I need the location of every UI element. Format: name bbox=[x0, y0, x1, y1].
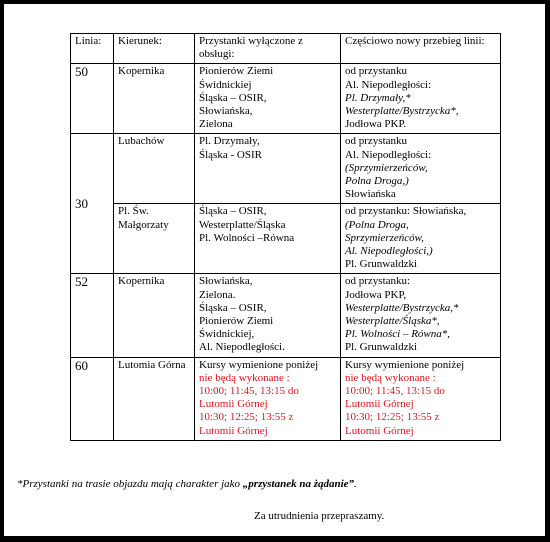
new-route bbox=[341, 274, 501, 357]
cancel-intro: Kursy wymienione poniżej bbox=[199, 358, 319, 371]
new-route bbox=[341, 204, 501, 274]
line-number: 50 bbox=[71, 64, 114, 134]
footnote-text: *Przystanki na trasie objazdu mają charakter jako bbox=[17, 478, 243, 490]
route-line: Słowiańska bbox=[345, 188, 396, 201]
new-route bbox=[341, 134, 501, 204]
cancel-line: 10:00; 11:45, 13:15 do bbox=[345, 385, 445, 398]
stop: Pionierów Ziemi bbox=[199, 315, 274, 328]
excluded-stops bbox=[195, 64, 341, 134]
cancel-line: Lutomii Górnej bbox=[199, 398, 268, 411]
excluded-stops bbox=[195, 357, 341, 440]
cancel-line: 10:30; 12:25; 13:55 z bbox=[345, 411, 440, 424]
stop: Śląska - OSIR bbox=[199, 148, 262, 161]
cancel-line: 10:00; 11:45, 13:15 do bbox=[199, 385, 299, 398]
cancel-line: Lutomii Górnej bbox=[345, 398, 414, 411]
cancel-line: 10:30; 12:25; 13:55 z bbox=[199, 411, 294, 424]
route-line: Pl. Drzymały,* bbox=[345, 91, 411, 104]
footnote bbox=[17, 478, 357, 490]
route-line: Sprzymierzeńców, bbox=[345, 231, 424, 244]
table-row bbox=[71, 204, 501, 274]
stop: Pl. Drzymały, bbox=[199, 135, 260, 148]
stop: Słowiańska, bbox=[199, 275, 253, 288]
route-line: Westerplatte/Śląska*, bbox=[345, 315, 440, 328]
stop: Śląska – OSIR, bbox=[199, 91, 267, 104]
cancel-line: Lutomii Górnej bbox=[345, 424, 414, 437]
stop: Świdnickiej bbox=[199, 78, 252, 91]
new-route bbox=[341, 64, 501, 134]
line-number: 52 bbox=[71, 274, 114, 357]
table-row bbox=[71, 357, 501, 440]
line-number: 60 bbox=[71, 357, 114, 440]
route-line: (Sprzymierzeńców, bbox=[345, 161, 428, 174]
route-line: Pl. Wolności – Równa*, bbox=[345, 328, 451, 341]
direction: Lutomia Górna bbox=[114, 357, 195, 440]
route-line: Pl. Grunwaldzki bbox=[345, 341, 418, 354]
header-excluded-stops: Przystanki wyłączone z obsługi: bbox=[195, 34, 341, 64]
direction: Pl. Św. Małgorzaty bbox=[114, 204, 195, 274]
cancel-line: nie będą wykonane : bbox=[345, 371, 436, 384]
route-line: Al. Niepodległości,) bbox=[345, 245, 433, 258]
line-number: 30 bbox=[71, 134, 114, 274]
route-line: od przystanku: Słowiańska, bbox=[345, 205, 467, 218]
route-line: od przystanku: bbox=[345, 275, 411, 288]
new-route bbox=[341, 357, 501, 440]
stop: Śląska – OSIR, bbox=[199, 205, 267, 218]
direction: Lubachów bbox=[114, 134, 195, 204]
route-line: Westerplatte/Bystrzycka,* bbox=[345, 301, 459, 314]
route-line: Polna Droga,) bbox=[345, 175, 409, 188]
direction: Kopernika bbox=[114, 274, 195, 357]
route-line: Pl. Grunwaldzki bbox=[345, 258, 418, 271]
notice-page bbox=[4, 4, 545, 536]
route-line: Al. Niepodległości: bbox=[345, 148, 432, 161]
excluded-stops bbox=[195, 134, 341, 204]
header-new-route: Częściowo nowy przebieg linii: bbox=[341, 34, 501, 64]
cancel-line: Lutomii Górnej bbox=[199, 424, 268, 437]
excluded-stops bbox=[195, 274, 341, 357]
table-row bbox=[71, 134, 501, 204]
stop: Zielona. bbox=[199, 288, 236, 301]
route-line: Jodłowa PKP, bbox=[345, 288, 407, 301]
stop: Zielona bbox=[199, 118, 233, 131]
route-changes-table bbox=[70, 33, 501, 441]
stop: Pl. Wolności –Równa bbox=[199, 231, 295, 244]
route-line: od przystanku bbox=[345, 135, 408, 148]
header-direction: Kierunek: bbox=[114, 34, 195, 64]
stop: Śląska – OSIR, bbox=[199, 301, 267, 314]
cancel-line: nie będą wykonane : bbox=[199, 371, 290, 384]
apology-text: Za utrudnienia przepraszamy. bbox=[254, 510, 385, 522]
route-line: (Polna Droga, bbox=[345, 218, 409, 231]
route-line: od przystanku bbox=[345, 65, 408, 78]
header-line: Linia: bbox=[71, 34, 114, 64]
table-row bbox=[71, 274, 501, 357]
cancel-intro: Kursy wymienione poniżej bbox=[345, 358, 465, 371]
stop: Westerplatte/Śląska bbox=[199, 218, 286, 231]
route-line: Al. Niepodległości: bbox=[345, 78, 432, 91]
stop: Al. Niepodległości. bbox=[199, 341, 285, 354]
footnote-suffix: . bbox=[354, 478, 357, 490]
stop: Świdnickiej, bbox=[199, 328, 255, 341]
table-row bbox=[71, 64, 501, 134]
footnote-emphasis: „przystanek na żądanie” bbox=[242, 478, 355, 490]
table-header-row bbox=[71, 34, 501, 64]
direction: Kopernika bbox=[114, 64, 195, 134]
stop: Słowiańska, bbox=[199, 105, 253, 118]
route-line: Westerplatte/Bystrzycka*, bbox=[345, 105, 459, 118]
excluded-stops bbox=[195, 204, 341, 274]
stop: Pionierów Ziemi bbox=[199, 65, 274, 78]
route-line: Jodłowa PKP. bbox=[345, 118, 407, 131]
